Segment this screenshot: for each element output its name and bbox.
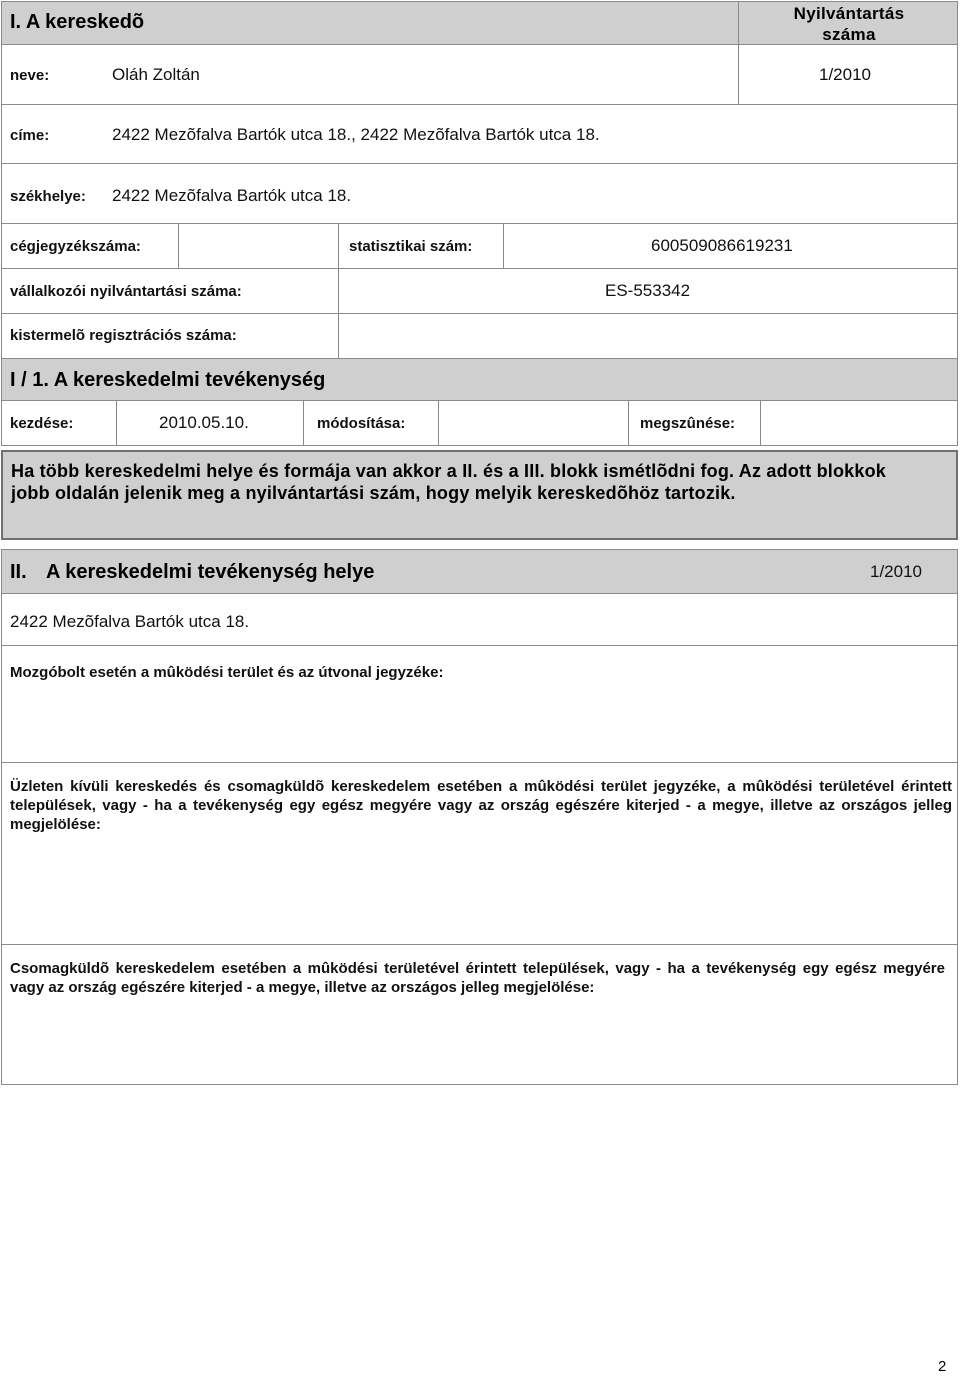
mobile-store-label: Mozgóbolt esetén a mûködési terület és az útvonal jegyzéke: <box>10 664 444 681</box>
start-label: kezdése: <box>10 415 74 432</box>
company-reg-value-cell <box>178 223 339 269</box>
name-value: Oláh Zoltán <box>112 65 200 84</box>
smallholder-label: kistermelõ regisztrációs száma: <box>10 327 237 344</box>
place-row <box>1 593 958 646</box>
stat-value: 600509086619231 <box>651 236 793 255</box>
notice-box <box>1 450 958 540</box>
section-i-header <box>1 1 739 45</box>
reg-number-cell <box>738 44 958 105</box>
company-reg-label-cell <box>1 223 179 269</box>
reg-number-value: 1/2010 <box>819 65 871 84</box>
start-value-cell <box>116 400 304 446</box>
smallholder-label-cell <box>1 313 339 359</box>
seat-row <box>1 163 958 224</box>
mail-order-box <box>1 944 958 1085</box>
reg-number-header-label: Nyilvántartás száma <box>793 4 905 44</box>
stat-value-cell <box>503 223 958 269</box>
entrepreneur-label-cell <box>1 268 339 314</box>
mail-order-label: Csomagküldõ kereskedelem esetében a mûködési területével érintett települések, vagy - ha a tevékenység egy egész megyére vagy az ország egészére kiterjed - a megye, illetve az országos jelleg megjelölése: <box>10 960 945 996</box>
address-label: címe: <box>10 127 50 144</box>
end-label: megszûnése: <box>640 415 736 432</box>
start-value: 2010.05.10. <box>159 413 249 432</box>
section-ii-title: A kereskedelmi tevékenység helye <box>46 561 375 583</box>
non-store-label: Üzleten kívüli kereskedés és csomagküldõ kereskedelem esetében a mûködési terület jegyzéke, a mûködési területével érintett települések, vagy - ha a tevékenység egy egész megyére vagy az ország egészére kiterjed - a megye, illetve az országos jelleg megjelölése: <box>10 778 952 833</box>
stat-label-cell <box>338 223 504 269</box>
entrepreneur-value-cell <box>338 268 958 314</box>
notice-text: Ha több kereskedelmi helye és formája van akkor a II. és a III. blokk ismétlõdni fog. Az adott blokkok jobb oldalán jelenik meg a nyilvántartási szám, hogy melyik kereskedõhöz tartozik. <box>11 461 887 503</box>
smallholder-value-cell <box>338 313 958 359</box>
entrepreneur-value: ES-553342 <box>605 281 691 300</box>
seat-value: 2422 Mezõfalva Bartók utca 18. <box>112 186 352 205</box>
place-value: 2422 Mezõfalva Bartók utca 18. <box>10 612 250 631</box>
non-store-box <box>1 762 958 945</box>
stat-label: statisztikai szám: <box>349 238 473 255</box>
name-label: neve: <box>10 67 50 84</box>
entrepreneur-label: vállalkozói nyilvántartási száma: <box>10 283 242 300</box>
section-i-1-title: I / 1. A kereskedelmi tevékenység <box>10 369 326 391</box>
reg-number-header <box>738 1 958 45</box>
section-i-1-header <box>1 358 958 401</box>
modify-value-cell <box>438 400 629 446</box>
start-label-cell <box>1 400 117 446</box>
seat-label: székhelye: <box>10 188 86 205</box>
address-row <box>1 104 958 164</box>
modify-label: módosítása: <box>317 415 406 432</box>
company-reg-label: cégjegyzékszáma: <box>10 238 141 255</box>
section-i-title: I. A kereskedõ <box>10 11 145 33</box>
end-label-cell <box>628 400 761 446</box>
end-value-cell <box>760 400 958 446</box>
page-number: 2 <box>938 1358 947 1375</box>
section-ii-prefix: II. <box>10 561 27 583</box>
section-ii-header <box>1 549 958 594</box>
name-row <box>1 44 739 105</box>
section-ii-reg-number: 1/2010 <box>870 562 922 581</box>
address-value: 2422 Mezõfalva Bartók utca 18., 2422 Mezõfalva Bartók utca 18. <box>112 125 600 144</box>
modify-label-cell <box>303 400 439 446</box>
mobile-store-box <box>1 645 958 763</box>
